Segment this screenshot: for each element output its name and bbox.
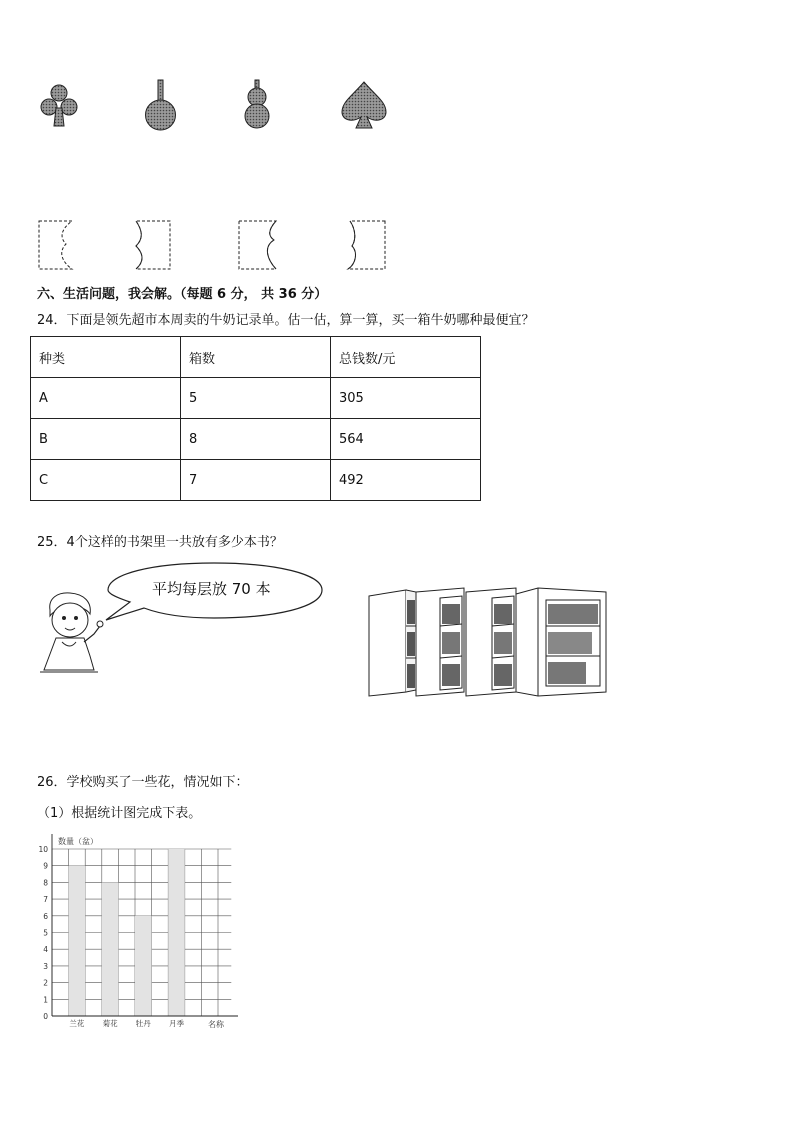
flask-icon bbox=[146, 80, 176, 130]
y-tick-label: 5 bbox=[43, 928, 48, 938]
milk-table bbox=[30, 336, 481, 501]
bar-1 bbox=[69, 866, 86, 1016]
table-header-cell: 箱数 bbox=[181, 337, 331, 378]
table-header-cell: 总钱数/元 bbox=[331, 337, 481, 378]
y-tick-label: 1 bbox=[43, 995, 48, 1005]
table-row bbox=[31, 419, 481, 460]
table-row bbox=[31, 460, 481, 501]
question-25: 25．4个这样的书架里一共放有多少本书？ bbox=[37, 535, 283, 550]
bookshelves-illustration bbox=[366, 586, 610, 704]
y-tick-label: 2 bbox=[43, 978, 48, 988]
section-title: 六、生活问题，我会解。（每题 6 分， 共 36 分） bbox=[37, 287, 328, 302]
y-tick-label: 4 bbox=[43, 945, 48, 955]
table-cell: 8 bbox=[181, 419, 331, 460]
half-shapes-row bbox=[30, 218, 400, 274]
table-cell: B bbox=[31, 419, 181, 460]
dashed-half-shape-2 bbox=[136, 221, 170, 269]
dashed-half-shape-1 bbox=[39, 221, 72, 269]
bar-3 bbox=[135, 916, 152, 1016]
gourd-icon bbox=[245, 80, 269, 128]
question-26: 26．学校购买了一些花，情况如下： bbox=[37, 775, 249, 790]
table-header-cell: 种类 bbox=[31, 337, 181, 378]
bookshelf bbox=[516, 588, 606, 696]
bar-2 bbox=[102, 882, 119, 1016]
y-tick-label: 3 bbox=[43, 961, 48, 971]
club-icon bbox=[41, 85, 77, 126]
bookshelf bbox=[466, 588, 516, 696]
y-tick-label: 10 bbox=[38, 845, 48, 854]
table-cell: 305 bbox=[331, 378, 481, 419]
symbol-figures-row bbox=[30, 76, 410, 136]
x-tick-label: 菊花 bbox=[102, 1019, 118, 1028]
x-axis-label: 名称 bbox=[208, 1020, 224, 1029]
question-26-sub-1: （1）根据统计图完成下表。 bbox=[37, 806, 202, 821]
table-cell: A bbox=[31, 378, 181, 419]
table-cell: 5 bbox=[181, 378, 331, 419]
bar-4 bbox=[168, 849, 185, 1016]
y-tick-label: 0 bbox=[43, 1012, 48, 1021]
y-tick-label: 9 bbox=[43, 861, 48, 871]
x-tick-label: 月季 bbox=[169, 1019, 184, 1028]
table-cell: 492 bbox=[331, 460, 481, 501]
table-cell: 564 bbox=[331, 419, 481, 460]
dashed-half-shape-4 bbox=[348, 221, 385, 269]
table-header-row bbox=[31, 337, 481, 378]
y-tick-label: 6 bbox=[43, 911, 48, 921]
y-axis-label: 数量（盆） bbox=[58, 837, 98, 846]
y-tick-label: 8 bbox=[43, 878, 48, 888]
dashed-half-shape-3 bbox=[239, 221, 276, 269]
x-tick-label: 兰花 bbox=[69, 1019, 85, 1028]
cartoon-child-illustration bbox=[36, 590, 106, 676]
question-24: 24．下面是领先超市本周卖的牛奶记录单。估一估，算一算，买一箱牛奶哪种最便宜？ bbox=[37, 313, 535, 328]
table-cell: C bbox=[31, 460, 181, 501]
table-row bbox=[31, 378, 481, 419]
bubble-text: 平均每层放 70 本 bbox=[152, 580, 271, 598]
bookshelf bbox=[369, 590, 416, 696]
flower-bar-chart bbox=[30, 830, 250, 1035]
spade-icon bbox=[342, 82, 386, 128]
table-cell: 7 bbox=[181, 460, 331, 501]
x-tick-label: 牡丹 bbox=[135, 1019, 151, 1028]
bookshelf bbox=[416, 588, 464, 696]
y-tick-label: 7 bbox=[43, 895, 48, 905]
